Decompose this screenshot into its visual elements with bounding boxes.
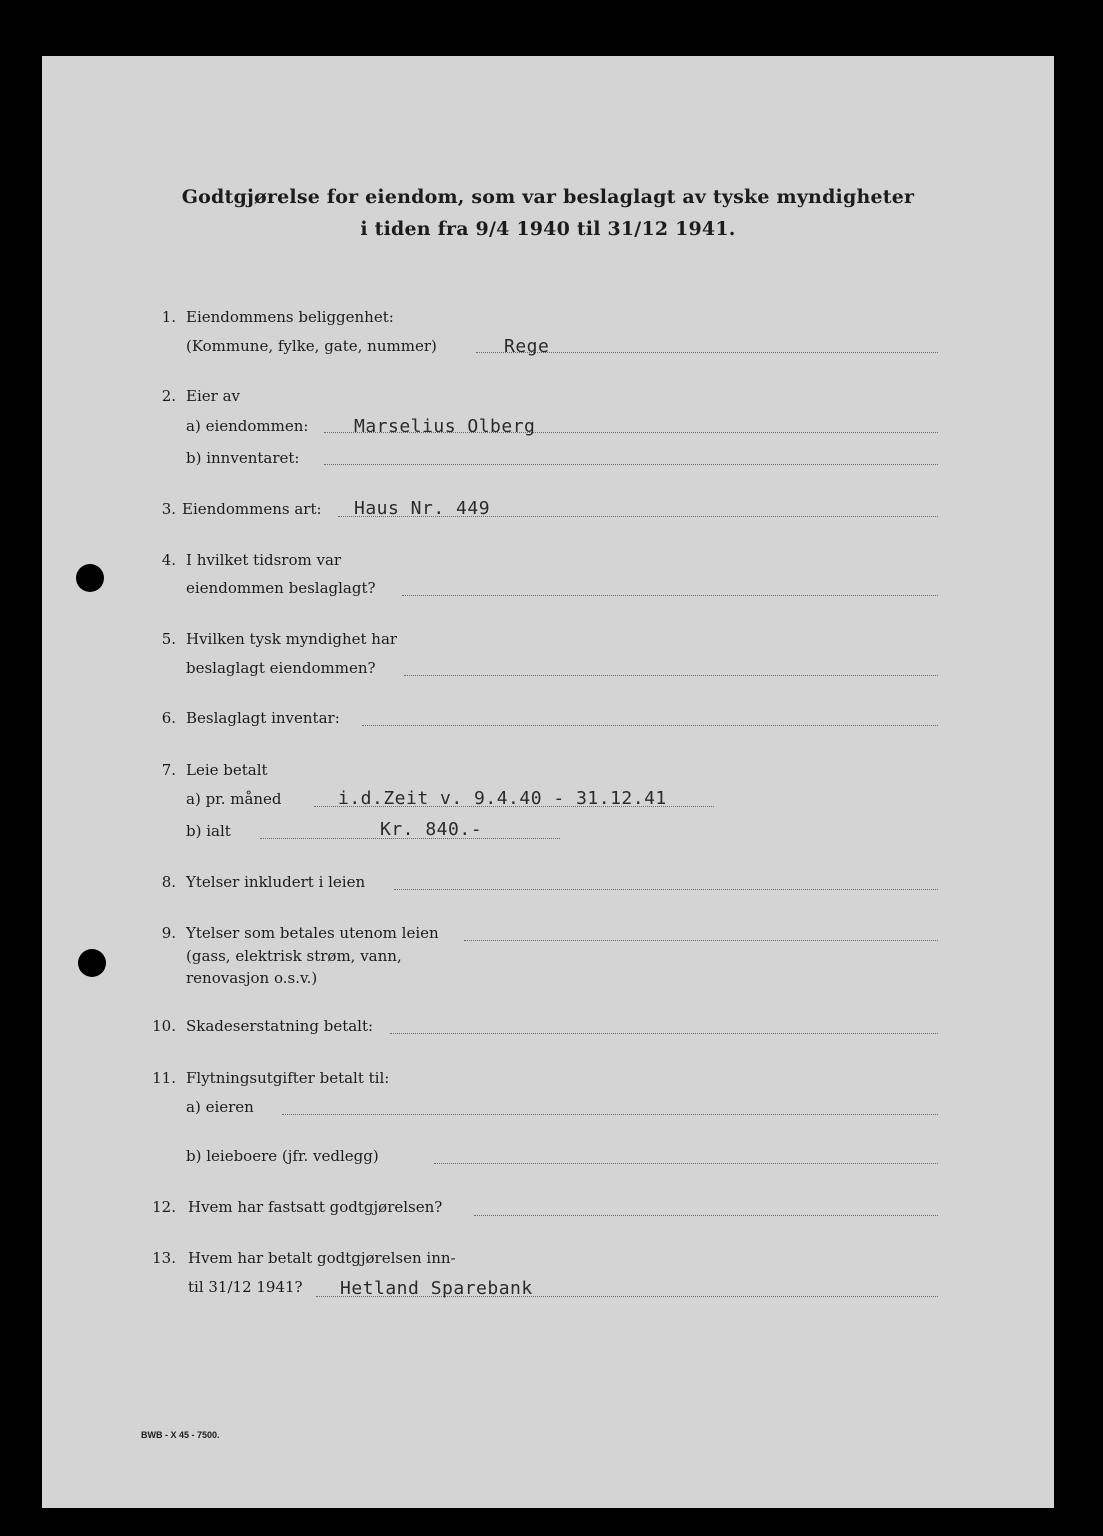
item-11b-label: b) leieboere (jfr. vedlegg) (186, 1147, 379, 1165)
form-title-line1: Godtgjørelse for eiendom, som var beslaglagt av tyske myndigheter (181, 186, 915, 208)
item-9-line (464, 940, 938, 941)
item-6-line (362, 725, 938, 726)
item-5-sublabel: beslaglagt eiendommen? (186, 659, 376, 677)
item-9-sublabel-2: renovasjon o.s.v.) (186, 969, 318, 987)
item-1-value: Rege (504, 336, 550, 357)
item-4-number: 4. (161, 551, 176, 569)
item-7a-value: i.d.Zeit v. 9.4.40 - 31.12.41 (338, 788, 667, 809)
item-12-label: Hvem har fastsatt godtgjørelsen? (188, 1198, 443, 1216)
item-10-line (390, 1033, 938, 1034)
item-6-label: Beslaglagt inventar: (186, 709, 340, 727)
item-2b-label: b) innventaret: (186, 449, 300, 467)
item-7-number: 7. (161, 761, 176, 779)
item-11b-line (434, 1163, 938, 1164)
item-9-label: Ytelser som betales utenom leien (186, 924, 439, 942)
item-5-label: Hvilken tysk myndighet har (186, 630, 398, 648)
item-7b-label: b) ialt (186, 822, 231, 840)
item-1-label: Eiendommens beliggenhet: (186, 308, 394, 326)
item-2-label: Eier av (186, 387, 240, 405)
punch-hole-bottom (78, 949, 106, 977)
item-9-sublabel-1: (gass, elektrisk strøm, vann, (186, 947, 402, 965)
item-2a-value: Marselius Olberg (354, 416, 536, 437)
item-7b-value: Kr. 840.- (380, 819, 483, 840)
item-9-number: 9. (161, 924, 176, 942)
item-11a-line (282, 1114, 938, 1115)
item-5-number: 5. (161, 630, 176, 648)
item-8-line (394, 889, 938, 890)
item-5-line (404, 675, 938, 676)
item-10-number: 10. (152, 1017, 176, 1035)
item-1-sublabel: (Kommune, fylke, gate, nummer) (186, 337, 437, 355)
item-3-label: Eiendommens art: (182, 500, 322, 518)
item-13-value: Hetland Sparebank (340, 1278, 533, 1299)
form-title-line2: i tiden fra 9/4 1940 til 31/12 1941. (360, 218, 736, 240)
item-2-number: 2. (161, 387, 176, 405)
item-11-label: Flytningsutgifter betalt til: (186, 1069, 390, 1087)
item-7a-label: a) pr. måned (186, 790, 282, 808)
form-page (42, 56, 1054, 1508)
item-8-number: 8. (161, 873, 176, 891)
item-4-label: I hvilket tidsrom var (186, 551, 342, 569)
item-3-value: Haus Nr. 449 (354, 498, 491, 519)
item-7-label: Leie betalt (186, 761, 268, 779)
item-12-line (474, 1215, 938, 1216)
item-8-label: Ytelser inkludert i leien (186, 873, 366, 891)
item-6-number: 6. (161, 709, 176, 727)
punch-hole-top (76, 564, 104, 592)
item-2a-label: a) eiendommen: (186, 417, 309, 435)
item-1-number: 1. (161, 308, 176, 326)
item-10-label: Skadeserstatning betalt: (186, 1017, 374, 1035)
item-13-label: Hvem har betalt godtgjørelsen inn- (188, 1249, 456, 1267)
form-code: BWB - X 45 - 7500. (141, 1430, 220, 1440)
item-2b-line (324, 464, 938, 465)
item-12-number: 12. (152, 1198, 176, 1216)
item-13-number: 13. (152, 1249, 176, 1267)
item-3-number: 3. (161, 500, 176, 518)
item-4-sublabel: eiendommen beslaglagt? (186, 579, 376, 597)
item-13-sublabel: til 31/12 1941? (188, 1278, 303, 1296)
item-11-number: 11. (152, 1069, 176, 1087)
item-11a-label: a) eieren (186, 1098, 254, 1116)
item-4-line (402, 595, 938, 596)
